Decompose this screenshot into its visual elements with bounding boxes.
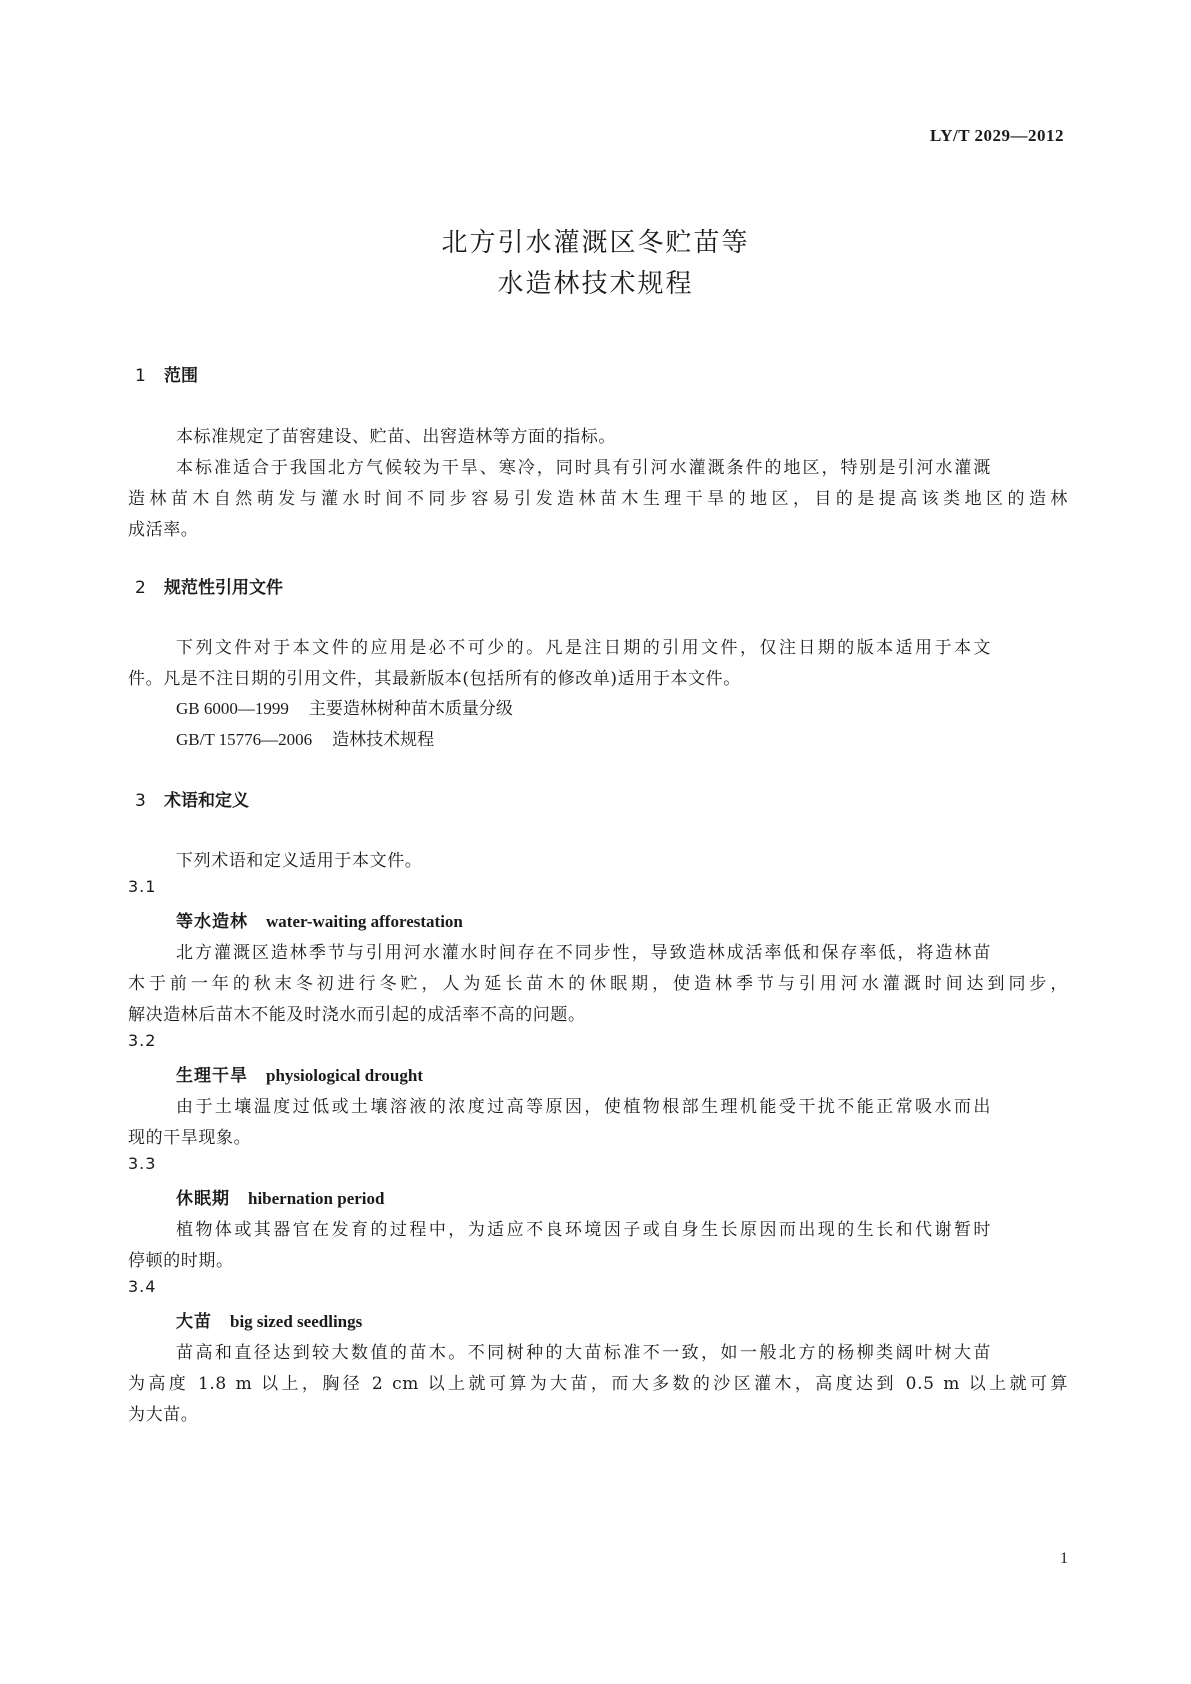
- definition-line: 木于前一年的秋末冬初进行冬贮，人为延长苗木的休眠期，使造林季节与引用河水灌溉时间达到同步，: [128, 974, 1068, 994]
- paragraph-line: 造林苗木自然萌发与灌水时间不同步容易引发造林苗木生理干旱的地区，目的是提高该类地区的造林: [128, 489, 1068, 509]
- section-title: 范围: [164, 366, 198, 386]
- reference-name: 造林技术规程: [332, 730, 435, 750]
- term-entry: [176, 1184, 385, 1209]
- definition-line: 为高度 1.8 m 以上，胸径 2 cm 以上就可算为大苗，而大多数的沙区灌木，高度达到 0.5 m 以上就可算: [128, 1374, 1068, 1394]
- term-english: hibernation period: [248, 1189, 385, 1208]
- definition-line: 现的干旱现象。: [128, 1128, 252, 1148]
- document-title-line1: 北方引水灌溉区冬贮苗等: [441, 228, 750, 258]
- section-2-heading: [135, 573, 283, 598]
- document-title-line2: 水造林技术规程: [497, 269, 694, 299]
- section-number: 3: [135, 791, 146, 811]
- reference-code: GB/T 15776—2006: [176, 730, 313, 749]
- clause-number: 3.3: [128, 1154, 157, 1173]
- clause-number: 3.2: [128, 1031, 157, 1050]
- clause-number: 3.1: [128, 877, 157, 896]
- paragraph-line: 本标准适合于我国北方气候较为干旱、寒冷，同时具有引河水灌溉条件的地区，特别是引河水灌溉: [176, 458, 991, 478]
- definition-line: 由于土壤温度过低或土壤溶液的浓度过高等原因，使植物根部生理机能受干扰不能正常吸水而出: [176, 1097, 991, 1117]
- term-english: water-waiting afforestation: [266, 912, 463, 931]
- term-chinese: 等水造林: [176, 912, 248, 932]
- term-chinese: 生理干旱: [176, 1066, 248, 1086]
- paragraph-line: 成活率。: [128, 520, 199, 540]
- page-number: 1: [1060, 1550, 1068, 1567]
- paragraph-line: 件。凡是不注日期的引用文件，其最新版本(包括所有的修改单)适用于本文件。: [128, 669, 741, 689]
- paragraph: 下列术语和定义适用于本文件。: [176, 851, 423, 871]
- clause-number: 3.4: [128, 1277, 157, 1296]
- term-english: big sized seedlings: [230, 1312, 363, 1331]
- definition-line: 为大苗。: [128, 1405, 199, 1425]
- term-english: physiological drought: [266, 1066, 423, 1085]
- normative-reference: [176, 725, 434, 750]
- definition-line: 停顿的时期。: [128, 1251, 234, 1271]
- term-chinese: 大苗: [176, 1312, 212, 1332]
- reference-code: GB 6000—1999: [176, 699, 289, 718]
- term-entry: [176, 1061, 423, 1086]
- term-entry: [176, 1307, 362, 1332]
- term-chinese: 休眠期: [176, 1189, 230, 1209]
- normative-reference: [176, 694, 513, 719]
- definition-line: 植物体或其器官在发育的过程中，为适应不良环境因子或自身生长原因而出现的生长和代谢暂时: [176, 1220, 991, 1240]
- term-entry: [176, 907, 463, 932]
- section-title: 术语和定义: [164, 791, 249, 811]
- section-number: 1: [135, 366, 146, 386]
- definition-line: 北方灌溉区造林季节与引用河水灌水时间存在不同步性，导致造林成活率低和保存率低，将造林苗: [176, 943, 991, 963]
- paragraph-line: 下列文件对于本文件的应用是必不可少的。凡是注日期的引用文件，仅注日期的版本适用于本文: [176, 638, 991, 658]
- definition-line: 解决造林后苗木不能及时浇水而引起的成活率不高的问题。: [128, 1005, 586, 1025]
- reference-name: 主要造林树种苗木质量分级: [308, 699, 513, 719]
- section-title: 规范性引用文件: [164, 578, 283, 598]
- section-3-heading: [135, 786, 249, 811]
- paragraph: 本标准规定了苗窖建设、贮苗、出窖造林等方面的指标。: [176, 427, 616, 447]
- section-number: 2: [135, 578, 146, 598]
- section-1-heading: [135, 361, 198, 386]
- definition-line: 苗高和直径达到较大数值的苗木。不同树种的大苗标准不一致，如一般北方的杨柳类阔叶树大苗: [176, 1343, 991, 1363]
- standard-code: LY/T 2029—2012: [929, 126, 1064, 145]
